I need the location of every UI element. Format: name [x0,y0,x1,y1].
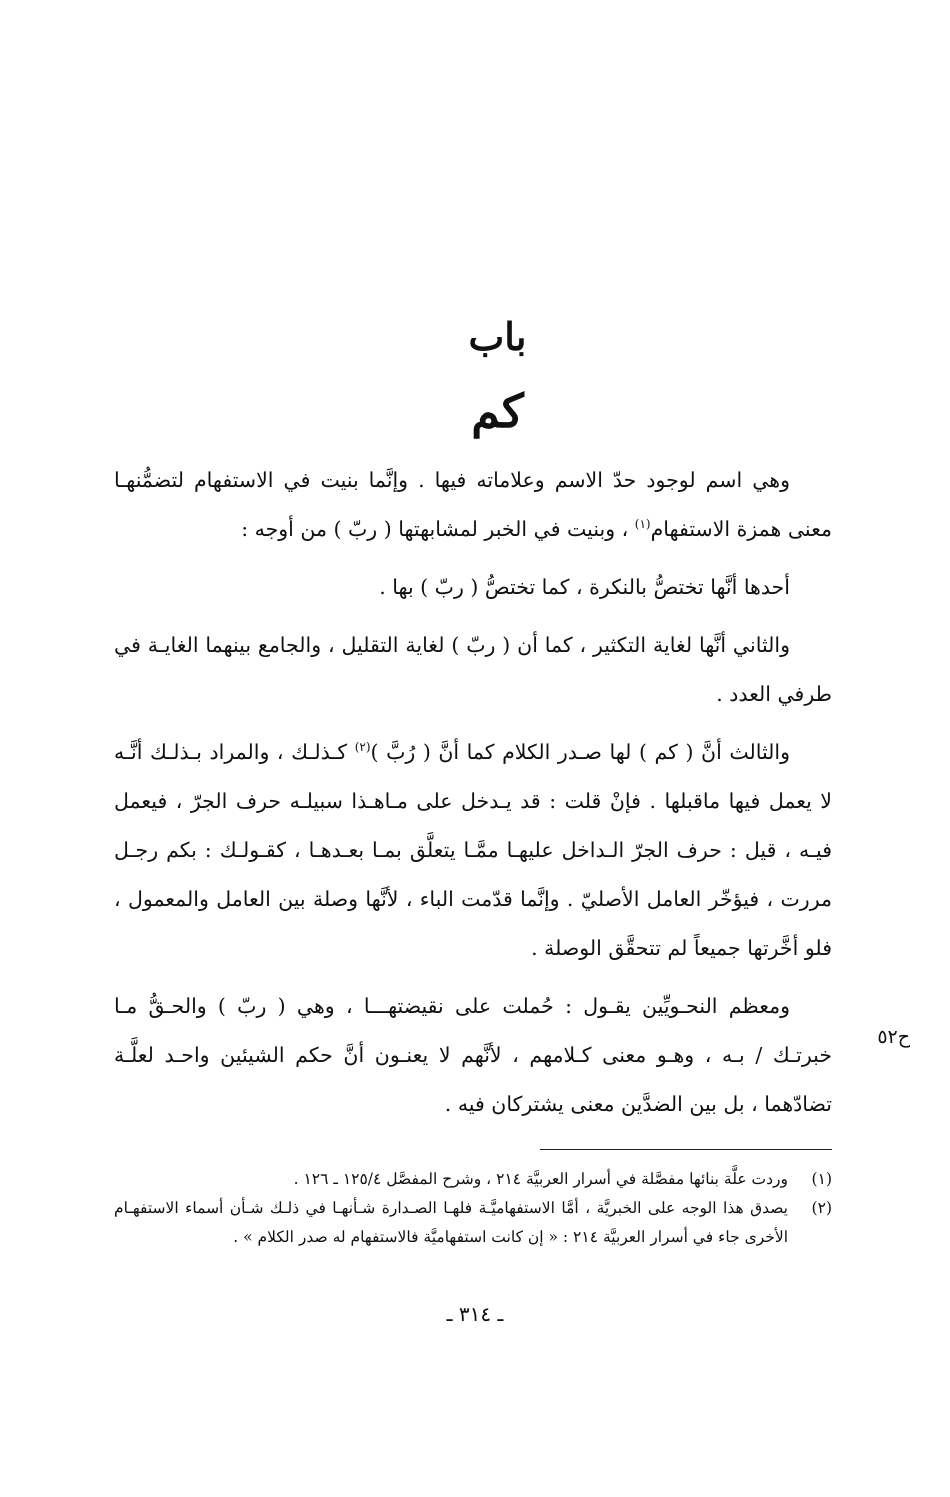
footnote-divider [540,1149,832,1150]
footnote-2-text: يصدق هذا الوجه على الخبريَّة ، أمَّا الاستفهاميَّـة فلهـا الصـدارة شـأنهـا في ذلـك شـأن أسماء الاستفهـام الأخرى جاء في أسرار العربيَّة ٢١٤ : « إن كانت استفهاميَّة فالاستفهام له صدر الكلام » . [114,1199,788,1246]
chapter-label: باب [468,314,527,359]
footnote-2-number: (٢) [811,1199,832,1217]
paragraph-4 [114,728,832,973]
page-number: ـ ٣١٤ ـ [446,1302,504,1326]
footnotes [114,1165,832,1252]
footnote-1-text: وردت علَّة بنائها مفصَّلة في أسرار العربيَّة ٢١٤ ، وشرح المفصَّل ١٢٥/٤ ـ ١٢٦ . [293,1170,788,1188]
paragraph-2: أحدها أنَّها تختصُّ بالنكرة ، كما تختصُّ ( ربّ ) بها . [379,575,790,599]
footnote-2 [114,1194,832,1252]
footnote-1 [114,1165,832,1194]
main-text [114,456,832,1138]
footnote-1-number: (١) [811,1170,832,1188]
footnote-ref-1: (١) [634,517,651,532]
margin-manuscript-note: ح٥٢ [877,1026,910,1048]
paragraph-4-text-b: كـذلـك ، والمراد بـذلـك أنَّـه لا يعمل فيها ماقبلها . فإنْ قلت : قد يـدخل على مـاهـذا سبيلـه حرف الجرّ ، فيعمل فيـه ، قيل : حرف الجرّ الـداخل عليهـا ممَّـا يتعلَّق بمـا بعـدهـا ، كقـولـك : بكم رجـل مررت ، فيؤخّر العامل الأصليّ . وإنَّما قدّمت الباء ، لأنَّها وصلة بين العامل والمعمول ، فلو أخَّرتها جميعاً لم تتحقَّق الوصلة . [114,740,832,960]
paragraph-1 [114,456,832,554]
paragraph-4-text-a: والثالث أنَّ ( كم ) لها صـدر الكلام كما أنَّ ( رُبَّ ) [370,740,790,764]
paragraph-1-text-a: وهي اسم لوجود حدّ الاسم وعلاماته فيها . وإنَّما بنيت في الاستفهام لتضمُّنهـا معنى همزة الاستفهام [114,468,832,541]
paragraph-1-text-b: ، وبنيت في الخبر لمشابهتها ( ربّ ) من أوجه : [241,517,635,541]
paragraph-5: ومعظم النحـويِّين يقـول : حُملت على نقيضتهـــا ، وهي ( ربّ ) والحـقُّ مـا خبرتـك / بـه ، وهـو معنى كـلامهم ، لأنَّهم لا يعنـون أنَّ حكم الشيئين واحـد لعلَّـة تضادّهما ، بل بين الضدَّين معنى يشتركان فيه . [114,994,832,1116]
footnote-ref-2: (٢) [354,740,371,755]
paragraph-3: والثاني أنَّها لغاية التكثير ، كما أن ( ربّ ) لغاية التقليل ، والجامع بينهما الغايـة في طرفي العدد . [114,633,832,706]
chapter-title: كم [471,384,524,438]
